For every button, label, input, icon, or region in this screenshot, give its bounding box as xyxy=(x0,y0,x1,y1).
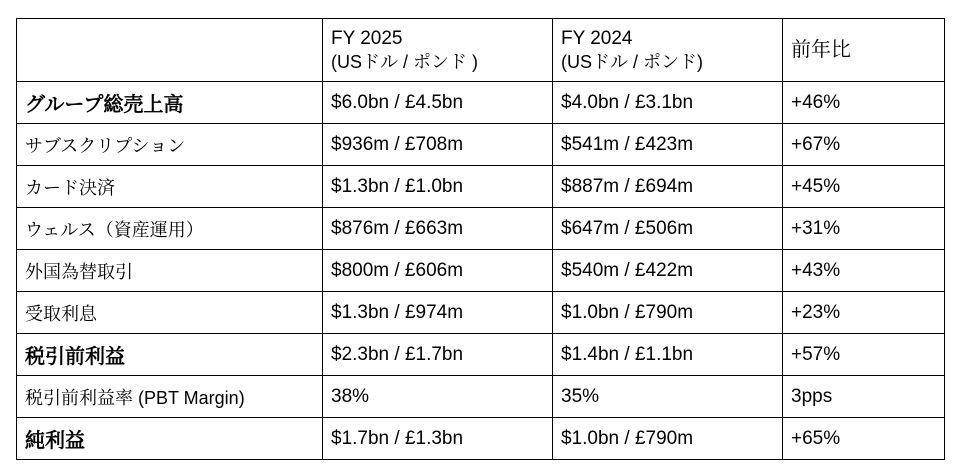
cell-fy2024: $541m / £423m xyxy=(553,124,783,166)
cell-fy2024: $4.0bn / £3.1bn xyxy=(553,82,783,124)
cell-fy2025: $2.3bn / £1.7bn xyxy=(323,334,553,376)
table-header-row xyxy=(17,19,945,82)
table-row xyxy=(17,208,945,250)
table-row xyxy=(17,376,945,418)
cell-yoy: +57% xyxy=(783,334,945,376)
table-header xyxy=(17,19,945,82)
row-label: カード決済 xyxy=(17,166,323,208)
row-label: グループ総売上高 xyxy=(17,82,323,124)
financial-summary-table xyxy=(16,18,945,460)
row-label: 税引前利益率 (PBT Margin) xyxy=(17,376,323,418)
row-label: 外国為替取引 xyxy=(17,250,323,292)
column-header-fy2024-subtitle: (USドル / ポンド) xyxy=(561,51,703,72)
cell-yoy: +45% xyxy=(783,166,945,208)
cell-yoy: +31% xyxy=(783,208,945,250)
cell-fy2024: $647m / £506m xyxy=(553,208,783,250)
table-row xyxy=(17,124,945,166)
column-header-yoy: 前年比 xyxy=(783,19,945,82)
column-header-fy2025 xyxy=(323,19,553,82)
cell-fy2025: $800m / £606m xyxy=(323,250,553,292)
table-row xyxy=(17,292,945,334)
cell-fy2025: $936m / £708m xyxy=(323,124,553,166)
row-label: ウェルス（資産運用） xyxy=(17,208,323,250)
row-label: サブスクリプション xyxy=(17,124,323,166)
table-row xyxy=(17,166,945,208)
cell-fy2025: $1.3bn / £974m xyxy=(323,292,553,334)
table-row xyxy=(17,418,945,460)
column-header-metric xyxy=(17,19,323,82)
column-header-fy2024 xyxy=(553,19,783,82)
cell-fy2025: $1.7bn / £1.3bn xyxy=(323,418,553,460)
cell-fy2024: $1.0bn / £790m xyxy=(553,292,783,334)
cell-fy2025: $876m / £663m xyxy=(323,208,553,250)
cell-fy2025: 38% xyxy=(323,376,553,418)
column-header-fy2025-title: FY 2025 xyxy=(331,27,403,49)
table-body xyxy=(17,82,945,460)
cell-yoy: +46% xyxy=(783,82,945,124)
cell-fy2024: $887m / £694m xyxy=(553,166,783,208)
cell-fy2024: $540m / £422m xyxy=(553,250,783,292)
cell-yoy: +23% xyxy=(783,292,945,334)
cell-yoy: +65% xyxy=(783,418,945,460)
column-header-fy2025-subtitle: (USドル / ポンド ) xyxy=(331,51,478,72)
table-row xyxy=(17,334,945,376)
cell-yoy: +43% xyxy=(783,250,945,292)
cell-fy2024: $1.0bn / £790m xyxy=(553,418,783,460)
column-header-fy2024-title: FY 2024 xyxy=(561,27,633,49)
row-label: 受取利息 xyxy=(17,292,323,334)
cell-yoy: 3pps xyxy=(783,376,945,418)
cell-yoy: +67% xyxy=(783,124,945,166)
cell-fy2025: $1.3bn / £1.0bn xyxy=(323,166,553,208)
cell-fy2025: $6.0bn / £4.5bn xyxy=(323,82,553,124)
financial-table-container xyxy=(16,18,944,460)
cell-fy2024: 35% xyxy=(553,376,783,418)
table-row xyxy=(17,250,945,292)
table-row xyxy=(17,82,945,124)
cell-fy2024: $1.4bn / £1.1bn xyxy=(553,334,783,376)
row-label: 純利益 xyxy=(17,418,323,460)
row-label: 税引前利益 xyxy=(17,334,323,376)
